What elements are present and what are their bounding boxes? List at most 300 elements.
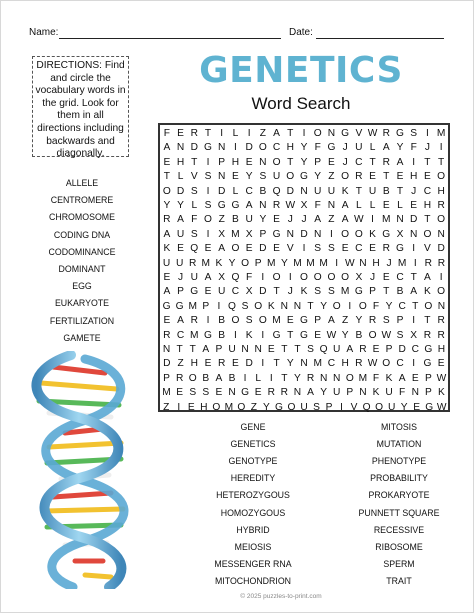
grid-letter[interactable]: R <box>163 214 171 226</box>
grid-letter[interactable]: N <box>359 387 367 399</box>
grid-letter[interactable]: J <box>287 214 293 226</box>
grid-letter[interactable]: T <box>383 171 390 183</box>
grid-letter[interactable]: H <box>437 185 445 197</box>
grid-letter[interactable]: K <box>163 243 171 255</box>
grid-letter[interactable]: R <box>437 257 446 269</box>
grid-letter[interactable]: O <box>300 272 308 283</box>
grid-letter[interactable]: I <box>243 372 247 384</box>
grid-letter[interactable]: G <box>204 142 212 154</box>
grid-letter[interactable]: G <box>300 315 308 327</box>
grid-letter[interactable]: O <box>231 243 240 255</box>
grid-letter[interactable]: E <box>437 358 445 370</box>
grid-letter[interactable]: I <box>340 401 343 413</box>
grid-letter[interactable]: M <box>272 315 281 327</box>
grid-letter[interactable]: I <box>348 300 352 312</box>
grid-letter[interactable]: A <box>163 286 171 298</box>
grid-letter[interactable]: R <box>267 387 275 399</box>
grid-letter[interactable]: O <box>212 401 221 413</box>
grid-letter[interactable]: U <box>385 387 393 399</box>
grid-letter[interactable]: L <box>369 142 376 154</box>
grid-letter[interactable]: P <box>325 401 333 413</box>
grid-letter[interactable]: W <box>344 257 355 269</box>
grid-letter[interactable]: E <box>176 387 184 399</box>
grid-letter[interactable]: J <box>342 156 348 168</box>
grid-letter[interactable]: N <box>218 171 226 183</box>
grid-letter[interactable]: P <box>202 300 210 312</box>
grid-letter[interactable]: D <box>245 358 253 370</box>
grid-letter[interactable]: G <box>424 344 433 355</box>
grid-letter[interactable]: N <box>437 228 445 240</box>
grid-letter[interactable]: S <box>241 300 249 312</box>
grid-letter[interactable]: P <box>314 156 322 168</box>
grid-letter[interactable]: I <box>335 257 339 269</box>
grid-letter[interactable]: I <box>412 156 416 168</box>
grid-letter[interactable]: R <box>190 128 198 139</box>
grid-letter[interactable]: D <box>437 243 445 255</box>
grid-letter[interactable]: E <box>273 214 280 226</box>
grid-letter[interactable]: K <box>300 286 308 298</box>
grid-letter[interactable]: T <box>424 156 431 168</box>
grid-letter[interactable]: C <box>176 329 185 341</box>
grid-letter[interactable]: R <box>163 329 171 341</box>
grid-letter[interactable]: K <box>385 372 393 384</box>
grid-letter[interactable]: I <box>329 228 333 240</box>
grid-letter[interactable]: N <box>293 300 302 312</box>
grid-letter[interactable]: Y <box>286 358 294 370</box>
grid-letter[interactable]: C <box>355 156 363 168</box>
grid-letter[interactable]: G <box>354 286 363 298</box>
grid-letter[interactable]: U <box>333 387 341 399</box>
grid-letter[interactable]: R <box>272 200 281 211</box>
grid-letter[interactable]: H <box>372 257 380 269</box>
grid-letter[interactable]: E <box>396 171 404 183</box>
grid-letter[interactable]: E <box>369 171 376 183</box>
grid-letter[interactable]: L <box>255 372 261 384</box>
grid-letter[interactable]: R <box>437 329 445 341</box>
grid-letter[interactable]: E <box>245 243 253 255</box>
grid-letter[interactable]: E <box>204 358 212 370</box>
grid-letter[interactable]: F <box>372 372 380 384</box>
grid-letter[interactable]: Y <box>228 257 236 269</box>
grid-letter[interactable]: C <box>327 358 336 370</box>
grid-letter[interactable]: T <box>273 286 280 298</box>
grid-letter[interactable]: L <box>232 185 239 197</box>
grid-letter[interactable]: Y <box>320 300 328 312</box>
grid-letter[interactable]: X <box>355 272 363 283</box>
grid-letter[interactable]: H <box>286 142 294 154</box>
grid-letter[interactable]: T <box>287 156 294 168</box>
grid-letter[interactable]: T <box>410 272 417 283</box>
grid-letter[interactable]: A <box>215 372 223 384</box>
grid-letter[interactable]: W <box>354 214 364 226</box>
grid-letter[interactable]: O <box>368 329 377 341</box>
grid-letter[interactable]: I <box>439 142 443 154</box>
grid-letter[interactable]: E <box>232 358 239 370</box>
grid-letter[interactable]: S <box>189 387 197 399</box>
grid-letter[interactable]: H <box>437 344 446 355</box>
grid-letter[interactable]: N <box>327 128 336 139</box>
grid-letter[interactable]: G <box>396 128 404 139</box>
grid-letter[interactable]: T <box>191 156 198 168</box>
grid-letter[interactable]: R <box>218 358 226 370</box>
grid-letter[interactable]: K <box>369 228 376 240</box>
grid-letter[interactable]: K <box>267 300 275 312</box>
grid-letter[interactable]: A <box>177 214 184 226</box>
grid-letter[interactable]: D <box>398 344 406 355</box>
grid-letter[interactable]: A <box>218 243 226 255</box>
grid-letter[interactable]: O <box>354 228 363 240</box>
grid-letter[interactable]: M <box>267 257 276 269</box>
grid-letter[interactable]: A <box>163 142 171 154</box>
grid-letter[interactable]: O <box>204 214 212 226</box>
grid-letter[interactable]: R <box>190 315 198 327</box>
grid-letter[interactable]: M <box>340 286 350 298</box>
grid-letter[interactable]: O <box>437 214 446 226</box>
grid-letter[interactable]: J <box>411 185 417 197</box>
grid-letter[interactable]: U <box>245 214 253 226</box>
grid-letter[interactable]: A <box>245 200 253 211</box>
grid-letter[interactable]: O <box>258 142 267 154</box>
grid-letter[interactable]: I <box>206 315 210 327</box>
grid-letter[interactable]: I <box>177 401 181 413</box>
grid-letter[interactable]: U <box>327 185 336 197</box>
grid-letter[interactable]: O <box>241 257 250 269</box>
grid-letter[interactable]: W <box>381 329 392 341</box>
grid-letter[interactable]: E <box>369 243 376 255</box>
grid-letter[interactable]: N <box>300 185 308 197</box>
grid-letter[interactable]: F <box>399 387 406 399</box>
grid-letter[interactable]: Q <box>190 243 199 255</box>
grid-letter[interactable]: U <box>190 272 198 283</box>
grid-letter[interactable]: T <box>294 344 301 355</box>
grid-letter[interactable]: M <box>436 128 446 139</box>
grid-letter[interactable]: X <box>410 329 418 341</box>
grid-letter[interactable]: X <box>218 272 226 283</box>
grid-letter[interactable]: G <box>300 329 308 341</box>
grid-letter[interactable]: T <box>438 156 445 168</box>
grid-letter[interactable]: A <box>341 214 349 226</box>
grid-letter[interactable]: E <box>204 243 212 255</box>
grid-letter[interactable]: M <box>382 214 391 226</box>
grid-letter[interactable]: V <box>190 171 198 183</box>
grid-letter[interactable]: F <box>410 142 417 154</box>
grid-letter[interactable]: A <box>202 344 210 355</box>
grid-letter[interactable]: W <box>326 329 337 341</box>
grid-letter[interactable]: E <box>382 272 390 283</box>
grid-letter[interactable]: P <box>424 372 432 384</box>
grid-letter[interactable]: Z <box>328 214 335 226</box>
grid-letter[interactable]: C <box>396 358 404 370</box>
grid-letter[interactable]: T <box>204 128 212 139</box>
grid-letter[interactable]: S <box>259 171 267 183</box>
grid-letter[interactable]: K <box>215 257 223 269</box>
grid-letter[interactable]: W <box>436 401 447 413</box>
grid-letter[interactable]: I <box>247 128 251 139</box>
grid-letter[interactable]: C <box>423 185 432 197</box>
grid-letter[interactable]: A <box>273 128 280 139</box>
grid-letter[interactable]: E <box>163 156 171 168</box>
grid-letter[interactable]: D <box>190 142 198 154</box>
grid-letter[interactable]: H <box>190 358 198 370</box>
grid-letter[interactable]: A <box>398 372 406 384</box>
grid-letter[interactable]: W <box>285 200 296 211</box>
grid-letter[interactable]: C <box>398 300 406 312</box>
grid-letter[interactable]: D <box>163 358 171 370</box>
grid-letter[interactable]: S <box>202 387 210 399</box>
grid-letter[interactable]: I <box>206 185 210 197</box>
grid-letter[interactable]: V <box>286 243 294 255</box>
grid-letter[interactable]: A <box>424 272 431 283</box>
grid-letter[interactable]: E <box>245 156 253 168</box>
grid-letter[interactable]: E <box>411 372 419 384</box>
grid-letter[interactable]: Y <box>263 401 270 413</box>
grid-letter[interactable]: I <box>371 214 374 226</box>
grid-letter[interactable]: I <box>261 329 265 341</box>
grid-letter[interactable]: R <box>280 387 289 399</box>
grid-letter[interactable]: G <box>396 243 404 255</box>
grid-letter[interactable]: O <box>237 401 246 413</box>
grid-letter[interactable]: T <box>176 344 183 355</box>
grid-letter[interactable]: R <box>437 200 445 211</box>
grid-letter[interactable]: R <box>424 257 433 269</box>
grid-letter[interactable]: L <box>232 128 239 139</box>
grid-letter[interactable]: J <box>301 214 307 226</box>
grid-letter[interactable]: G <box>217 200 226 211</box>
grid-letter[interactable]: Y <box>245 171 253 183</box>
grid-letter[interactable]: Y <box>400 401 408 413</box>
grid-letter[interactable]: M <box>306 257 315 269</box>
grid-letter[interactable]: M <box>293 257 302 269</box>
grid-letter[interactable]: E <box>163 315 171 327</box>
grid-letter[interactable]: U <box>300 401 308 413</box>
grid-letter[interactable]: R <box>359 344 367 355</box>
grid-letter[interactable]: A <box>163 228 171 240</box>
grid-letter[interactable]: T <box>424 315 431 327</box>
grid-letter[interactable]: G <box>327 142 336 154</box>
grid-letter[interactable]: S <box>328 286 335 298</box>
grid-letter[interactable]: U <box>162 257 171 269</box>
grid-letter[interactable]: A <box>346 344 354 355</box>
grid-letter[interactable]: F <box>191 214 198 226</box>
grid-letter[interactable]: M <box>201 257 211 269</box>
grid-letter[interactable]: T <box>307 300 314 312</box>
grid-letter[interactable]: Y <box>341 329 349 341</box>
grid-letter[interactable]: Z <box>342 315 349 327</box>
grid-letter[interactable]: X <box>245 228 253 240</box>
grid-letter[interactable]: E <box>215 387 223 399</box>
grid-letter[interactable]: O <box>272 272 281 283</box>
grid-letter[interactable]: S <box>307 344 314 355</box>
grid-letter[interactable]: P <box>218 156 226 168</box>
grid-letter[interactable]: L <box>356 200 362 211</box>
grid-letter[interactable]: O <box>327 272 336 283</box>
grid-letter[interactable]: S <box>190 185 198 197</box>
grid-letter[interactable]: A <box>307 387 314 399</box>
grid-letter[interactable]: J <box>424 142 430 154</box>
grid-letter[interactable]: R <box>175 372 184 384</box>
grid-letter[interactable]: G <box>204 329 212 341</box>
grid-letter[interactable]: P <box>254 257 262 269</box>
grid-letter[interactable]: O <box>358 300 367 312</box>
grid-letter[interactable]: I <box>233 142 237 154</box>
grid-letter[interactable]: X <box>245 286 253 298</box>
grid-letter[interactable]: D <box>245 142 253 154</box>
grid-letter[interactable]: H <box>423 200 432 211</box>
grid-letter[interactable]: D <box>300 228 308 240</box>
grid-letter[interactable]: N <box>228 387 236 399</box>
grid-letter[interactable]: K <box>438 387 445 399</box>
grid-letter[interactable]: X <box>218 228 226 240</box>
grid-letter[interactable]: N <box>241 344 249 355</box>
grid-letter[interactable]: W <box>367 358 378 370</box>
grid-letter[interactable]: B <box>382 185 390 197</box>
grid-letter[interactable]: T <box>189 344 196 355</box>
grid-letter[interactable]: D <box>218 185 226 197</box>
grid-letter[interactable]: D <box>410 214 418 226</box>
grid-letter[interactable]: M <box>313 358 322 370</box>
grid-letter[interactable]: O <box>272 156 281 168</box>
grid-letter[interactable]: N <box>411 387 419 399</box>
grid-letter[interactable]: C <box>355 243 363 255</box>
grid-letter[interactable]: S <box>204 200 212 211</box>
grid-letter[interactable]: A <box>382 142 390 154</box>
grid-letter[interactable]: T <box>396 185 404 197</box>
grid-letter[interactable]: U <box>175 257 184 269</box>
grid-letter[interactable]: A <box>410 286 418 298</box>
grid-letter[interactable]: N <box>254 344 262 355</box>
grid-letter[interactable]: R <box>382 243 390 255</box>
grid-letter[interactable]: X <box>396 228 404 240</box>
grid-letter[interactable]: O <box>341 228 350 240</box>
grid-letter[interactable]: R <box>423 329 432 341</box>
grid-letter[interactable]: U <box>368 185 377 197</box>
grid-letter[interactable]: J <box>287 286 293 298</box>
grid-letter[interactable]: S <box>314 243 322 255</box>
grid-letter[interactable]: U <box>228 344 236 355</box>
grid-letter[interactable]: K <box>245 329 253 341</box>
grid-letter[interactable]: J <box>370 272 376 283</box>
grid-letter[interactable]: Y <box>314 171 322 183</box>
grid-letter[interactable]: R <box>189 257 197 269</box>
grid-letter[interactable]: P <box>259 228 267 240</box>
grid-letter[interactable]: P <box>424 387 432 399</box>
grid-letter[interactable]: B <box>228 372 236 384</box>
grid-letter[interactable]: N <box>319 372 328 384</box>
grid-letter[interactable]: D <box>286 185 294 197</box>
grid-letter[interactable]: H <box>410 171 418 183</box>
grid-letter[interactable]: E <box>267 344 275 355</box>
grid-letter[interactable]: Y <box>177 200 184 211</box>
grid-letter[interactable]: V <box>424 243 431 255</box>
grid-letter[interactable]: Z <box>177 358 184 370</box>
grid-letter[interactable]: P <box>314 315 322 327</box>
grid-letter[interactable]: Y <box>396 142 404 154</box>
grid-letter[interactable]: Y <box>163 200 171 211</box>
grid-letter[interactable]: I <box>439 272 443 283</box>
grid-letter[interactable]: Y <box>300 142 308 154</box>
grid-letter[interactable]: O <box>345 372 354 384</box>
grid-letter[interactable]: U <box>176 228 185 240</box>
grid-letter[interactable]: N <box>259 200 267 211</box>
grid-letter[interactable]: W <box>367 128 378 139</box>
grid-letter[interactable]: N <box>333 372 341 384</box>
grid-letter[interactable]: O <box>437 286 446 298</box>
grid-letter[interactable]: I <box>206 228 210 240</box>
grid-letter[interactable]: M <box>358 372 368 384</box>
grid-letter[interactable]: I <box>233 329 237 341</box>
grid-letter[interactable]: I <box>261 358 265 370</box>
grid-letter[interactable]: S <box>396 329 404 341</box>
grid-letter[interactable]: B <box>355 329 363 341</box>
grid-letter[interactable]: T <box>281 344 288 355</box>
grid-letter[interactable]: G <box>175 300 184 312</box>
grid-letter[interactable]: I <box>220 128 224 139</box>
grid-letter[interactable]: I <box>217 300 221 312</box>
grid-letter[interactable]: T <box>383 286 390 298</box>
grid-letter[interactable]: M <box>188 300 197 312</box>
grid-letter[interactable]: O <box>287 401 296 413</box>
grid-letter[interactable]: I <box>412 315 416 327</box>
grid-letter[interactable]: B <box>232 214 239 226</box>
grid-letter[interactable]: M <box>231 228 240 240</box>
grid-letter[interactable]: S <box>314 286 322 298</box>
grid-letter[interactable]: P <box>163 372 170 384</box>
grid-letter[interactable]: F <box>246 272 253 283</box>
grid-letter[interactable]: D <box>176 185 185 197</box>
grid-letter[interactable]: E <box>410 200 418 211</box>
grid-letter[interactable]: N <box>286 228 294 240</box>
grid-letter[interactable]: S <box>328 243 335 255</box>
grid-letter[interactable]: C <box>231 286 240 298</box>
grid-letter[interactable]: G <box>341 128 350 139</box>
grid-letter[interactable]: H <box>341 358 349 370</box>
grid-letter[interactable]: U <box>333 344 341 355</box>
grid-letter[interactable]: N <box>437 300 446 312</box>
grid-letter[interactable]: Q <box>228 300 236 312</box>
grid-letter[interactable]: E <box>177 128 184 139</box>
grid-letter[interactable]: O <box>188 372 197 384</box>
grid-letter[interactable]: A <box>396 156 404 168</box>
grid-letter[interactable]: U <box>272 171 281 183</box>
grid-letter[interactable]: B <box>396 286 404 298</box>
grid-letter[interactable]: I <box>302 243 306 255</box>
grid-letter[interactable]: E <box>341 243 349 255</box>
grid-letter[interactable]: L <box>397 200 403 211</box>
grid-letter[interactable]: P <box>177 286 184 298</box>
grid-letter[interactable]: N <box>327 200 336 211</box>
grid-letter[interactable]: T <box>369 156 376 168</box>
grid-letter[interactable]: E <box>413 401 421 413</box>
grid-letter[interactable]: O <box>437 171 446 183</box>
grid-letter[interactable]: V <box>350 401 358 413</box>
grid-letter[interactable]: E <box>177 243 184 255</box>
grid-letter[interactable]: N <box>280 300 289 312</box>
grid-letter[interactable]: O <box>424 300 433 312</box>
grid-letter[interactable]: G <box>241 387 250 399</box>
grid-letter[interactable]: Z <box>218 214 225 226</box>
grid-letter[interactable]: E <box>187 401 195 413</box>
grid-letter[interactable]: I <box>269 372 273 384</box>
grid-letter[interactable]: S <box>313 401 320 413</box>
grid-letter[interactable]: G <box>423 358 432 370</box>
grid-letter[interactable]: H <box>231 156 240 168</box>
grid-letter[interactable]: O <box>375 401 384 413</box>
grid-letter[interactable]: P <box>396 315 404 327</box>
grid-letter[interactable]: T <box>163 171 170 183</box>
grid-letter[interactable]: A <box>177 315 184 327</box>
grid-letter[interactable]: T <box>287 128 294 139</box>
grid-letter[interactable]: E <box>254 387 262 399</box>
